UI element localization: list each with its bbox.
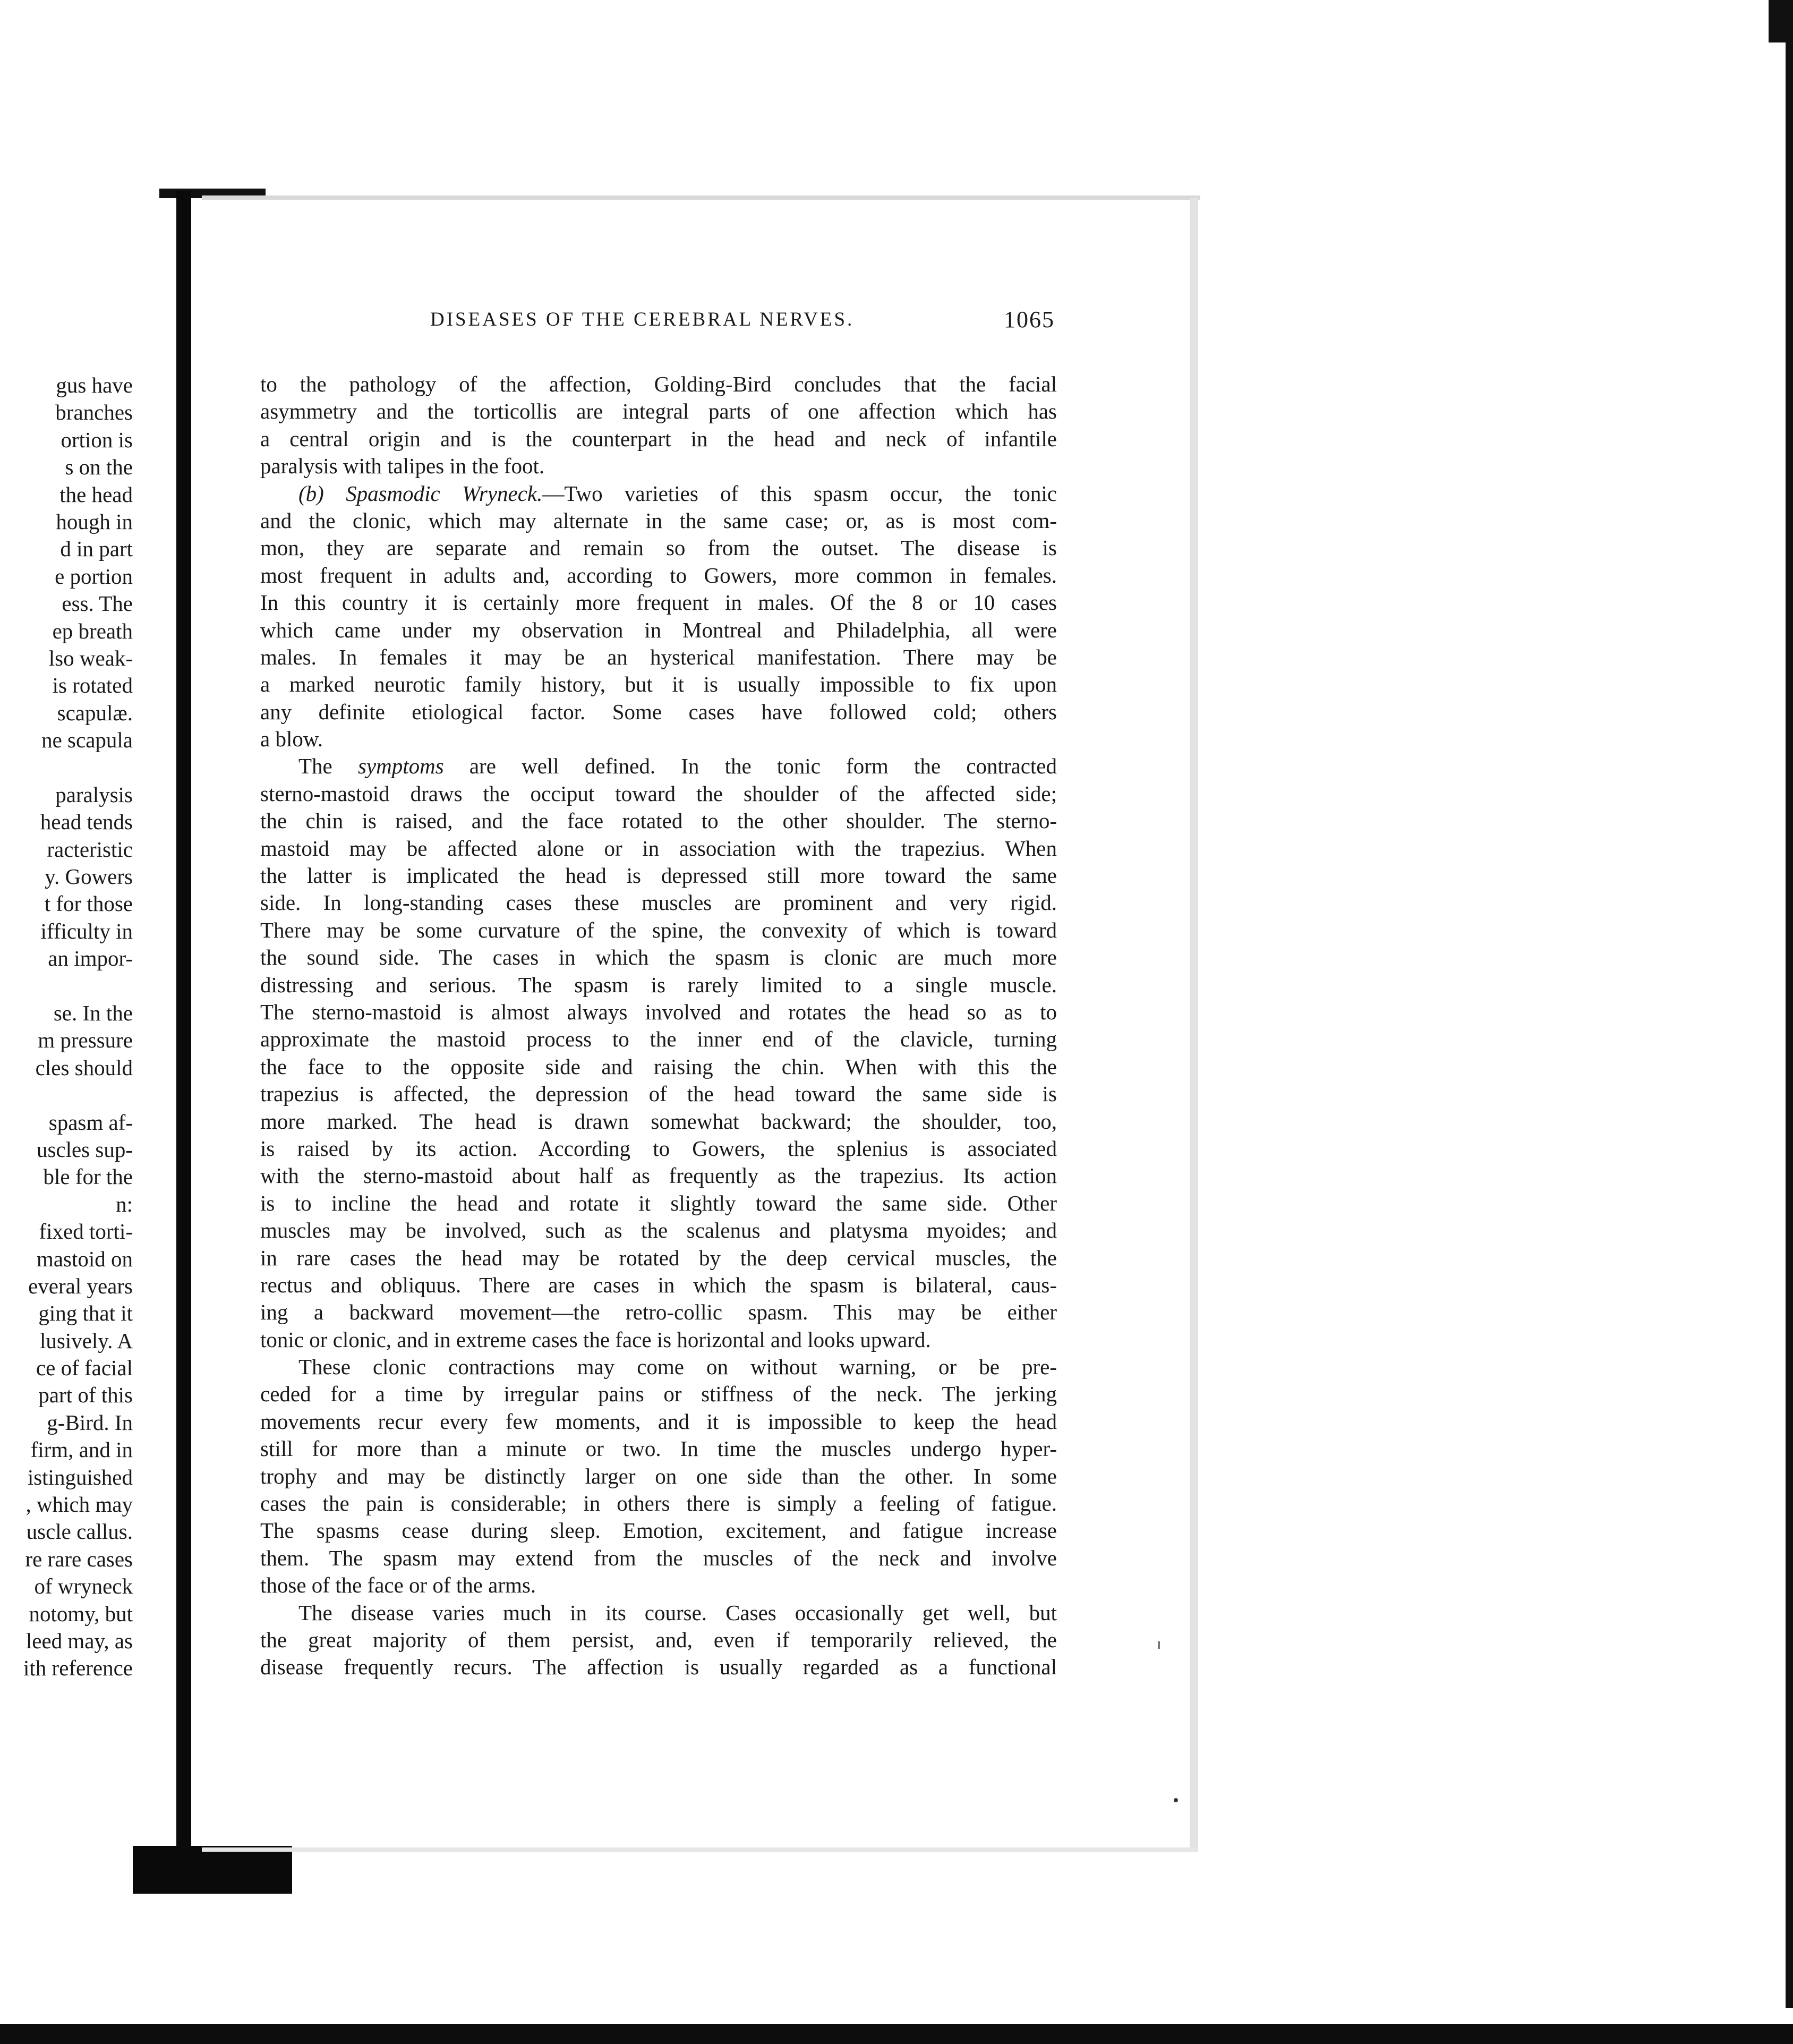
fragment-line: spasm af- [48,1110,133,1135]
text-line: most frequent in adults and, according to Gowers, more common in females. [260,563,1057,587]
text-line: rectus and obliquus. There are cases in which the spasm is bilateral, caus- [260,1272,1057,1297]
fragment-line: d in part [60,536,133,561]
fragment-line: notomy, but [29,1601,133,1626]
fragment-line: e portion [55,564,133,589]
text-line: trophy and may be distinctly larger on one side than the other. In some [260,1463,1057,1488]
text-line: to the pathology of the affection, Golding-Bird concludes that the facial [260,372,1057,396]
fragment-line: , which may [25,1492,133,1517]
text-line: is raised by its action. According to Gowers, the splenius is associated [260,1136,1057,1161]
text-line: which came under my observation in Montreal and Philadelphia, all were [260,617,1057,642]
text-line: The symptoms are well defined. In the tonic form the contracted [298,754,1057,779]
fragment-line: ble for the [43,1164,133,1189]
text-line: with the sterno-mastoid about half as frequently as the trapezius. Its action [260,1163,1057,1188]
text-line: In this country it is certainly more frequent in males. Of the 8 or 10 cases [260,590,1057,615]
text-line: the face to the opposite side and raising the chin. When with this the [260,1054,1057,1079]
fragment-line: is rotated [52,673,133,698]
fragment-line: uscles sup- [36,1137,133,1162]
text-line: disease frequently recurs. The affection is usually regarded as a functional [260,1655,1057,1680]
fragment-line: mastoid on [36,1246,133,1271]
text-line: any definite etiological factor. Some cases have followed cold; others [260,699,1057,724]
fragment-line: hough in [56,509,133,534]
text-line: a blow. [260,727,323,752]
text-line: the great majority of them persist, and, even if temporarily relieved, the [260,1627,1057,1652]
text-line: still for more than a minute or two. In time the muscles undergo hyper- [260,1436,1057,1461]
text-line: mon, they are separate and remain so from the outset. The disease is [260,535,1057,560]
fragment-line: part of this [38,1383,133,1408]
text-line: the sound side. The cases in which the spasm is clonic are much more [260,945,1057,970]
text-line: The spasms cease during sleep. Emotion, excitement, and fatigue increase [260,1518,1057,1543]
fragment-line: fixed torti- [39,1219,133,1244]
fragment-line: head tends [40,810,133,834]
page-edge-right [1190,198,1198,1850]
text-line: sterno-mastoid draws the occiput toward the shoulder of the affected side; [260,781,1057,806]
text-line: ing a backward movement—the retro-collic spasm. This may be either [260,1300,1057,1325]
fragment-line: lusively. A [39,1328,133,1353]
fragment-line: gus have [56,373,133,397]
fragment-line [0,1081,133,1109]
fragment-line: s on the [65,455,133,480]
text-line: cases the pain is considerable; in others there is simply a feeling of fatigue. [260,1491,1057,1516]
fragment-line: ess. The [62,591,133,616]
text-line: asymmetry and the torticollis are integral parts of one affection which has [260,399,1057,424]
page-edge-top [202,195,1200,200]
fragment-line: ne scapula [41,728,133,753]
fragment-line: uscle callus. [26,1519,133,1544]
text-line: and the clonic, which may alternate in the same case; or, as is most com- [260,508,1057,533]
scan-frame-right-edge [1786,0,1793,2008]
text-line: in rare cases the head may be rotated by the deep cervical muscles, the [260,1245,1057,1270]
fragment-line: ortion is [61,427,133,452]
fragment-line: of wryneck [34,1574,133,1599]
fragment-line: leed may, as [25,1628,133,1653]
text-line: muscles may be involved, such as the scalenus and platysma myoides; and [260,1218,1057,1243]
fragment-line: ith reference [23,1656,133,1681]
fragment-line: m pressure [38,1028,133,1053]
text-line: those of the face or of the arms. [260,1573,536,1598]
book-spine [176,191,191,1870]
text-line: (b) Spasmodic Wryneck.—Two varieties of this spasm occur, the tonic [298,481,1057,506]
fragment-line: ep breath [52,618,133,643]
fragment-line [0,973,133,1000]
scan-speck [1174,1798,1178,1802]
running-head: DISEASES OF THE CEREBRAL NERVES. [430,309,855,330]
fragment-line: scapulæ. [57,700,133,725]
fragment-line: n: [116,1191,133,1216]
text-line: tonic or clonic, and in extreme cases the face is horizontal and looks upward. [260,1327,931,1352]
page-number: 1065 [1004,306,1055,333]
fragment-line [0,754,133,781]
text-line: them. The spasm may extend from the muscles of the neck and involve [260,1545,1057,1570]
facing-page-fragment [0,372,133,1682]
text-line: the latter is implicated the head is depressed still more toward the same [260,863,1057,888]
text-line: the chin is raised, and the face rotated to the other shoulder. The sterno- [260,808,1057,833]
text-line: is to incline the head and rotate it slightly toward the same side. Other [260,1190,1057,1215]
fragment-line: firm, and in [30,1437,133,1462]
text-line: trapezius is affected, the depression of the head toward the same side is [260,1081,1057,1106]
scan-speck [1158,1641,1160,1649]
text-line: movements recur every few moments, and it is impossible to keep the head [260,1409,1057,1434]
fragment-line: ce of facial [36,1356,133,1381]
fragment-line: an impor- [48,946,133,971]
text-line: The disease varies much in its course. Cases occasionally get well, but [298,1600,1057,1625]
page-edge-bottom [202,1847,1198,1852]
text-line: a marked neurotic family history, but it is usually impossible to fix upon [260,672,1057,697]
fragment-line: the head [59,482,133,507]
text-line: The sterno-mastoid is almost always involved and rotates the head so as to [260,999,1057,1024]
text-line: paralysis with talipes in the foot. [260,454,545,479]
fragment-line: istinguished [27,1464,133,1489]
fragment-line: branches [55,400,133,425]
body-text [260,371,1057,1681]
fragment-line: everal years [28,1273,133,1298]
fragment-line: re rare cases [25,1546,133,1571]
text-line: These clonic contractions may come on without warning, or be pre- [298,1355,1057,1379]
text-line: mastoid may be affected alone or in association with the trapezius. When [260,836,1057,861]
book-clamp [133,1846,292,1894]
fragment-line: se. In the [53,1000,133,1025]
text-line: more marked. The head is drawn somewhat backward; the shoulder, too, [260,1109,1057,1134]
fragment-line: cles should [35,1055,133,1080]
fragment-line: y. Gowers [45,864,133,889]
fragment-line: g-Bird. In [47,1410,133,1435]
fragment-line: ifficulty in [40,918,133,943]
scan-frame-bottom-edge [0,2024,1793,2044]
text-line: side. In long-standing cases these muscles are prominent and very rigid. [260,890,1057,915]
text-line: ceded for a time by irregular pains or stiffness of the neck. The jerking [260,1382,1057,1407]
text-line: There may be some curvature of the spine, the convexity of which is toward [260,917,1057,942]
fragment-line: paralysis [55,782,133,807]
fragment-line: t for those [44,891,133,916]
text-line: distressing and serious. The spasm is rarely limited to a single muscle. [260,972,1057,997]
fragment-line: racteristic [47,837,133,862]
fragment-line: lso weak- [48,645,133,670]
text-line: approximate the mastoid process to the inner end of the clavicle, turning [260,1027,1057,1052]
fragment-line: ging that it [38,1301,133,1326]
text-line: males. In females it may be an hysterical manifestation. There may be [260,644,1057,669]
text-line: a central origin and is the counterpart in the head and neck of infantile [260,426,1057,451]
